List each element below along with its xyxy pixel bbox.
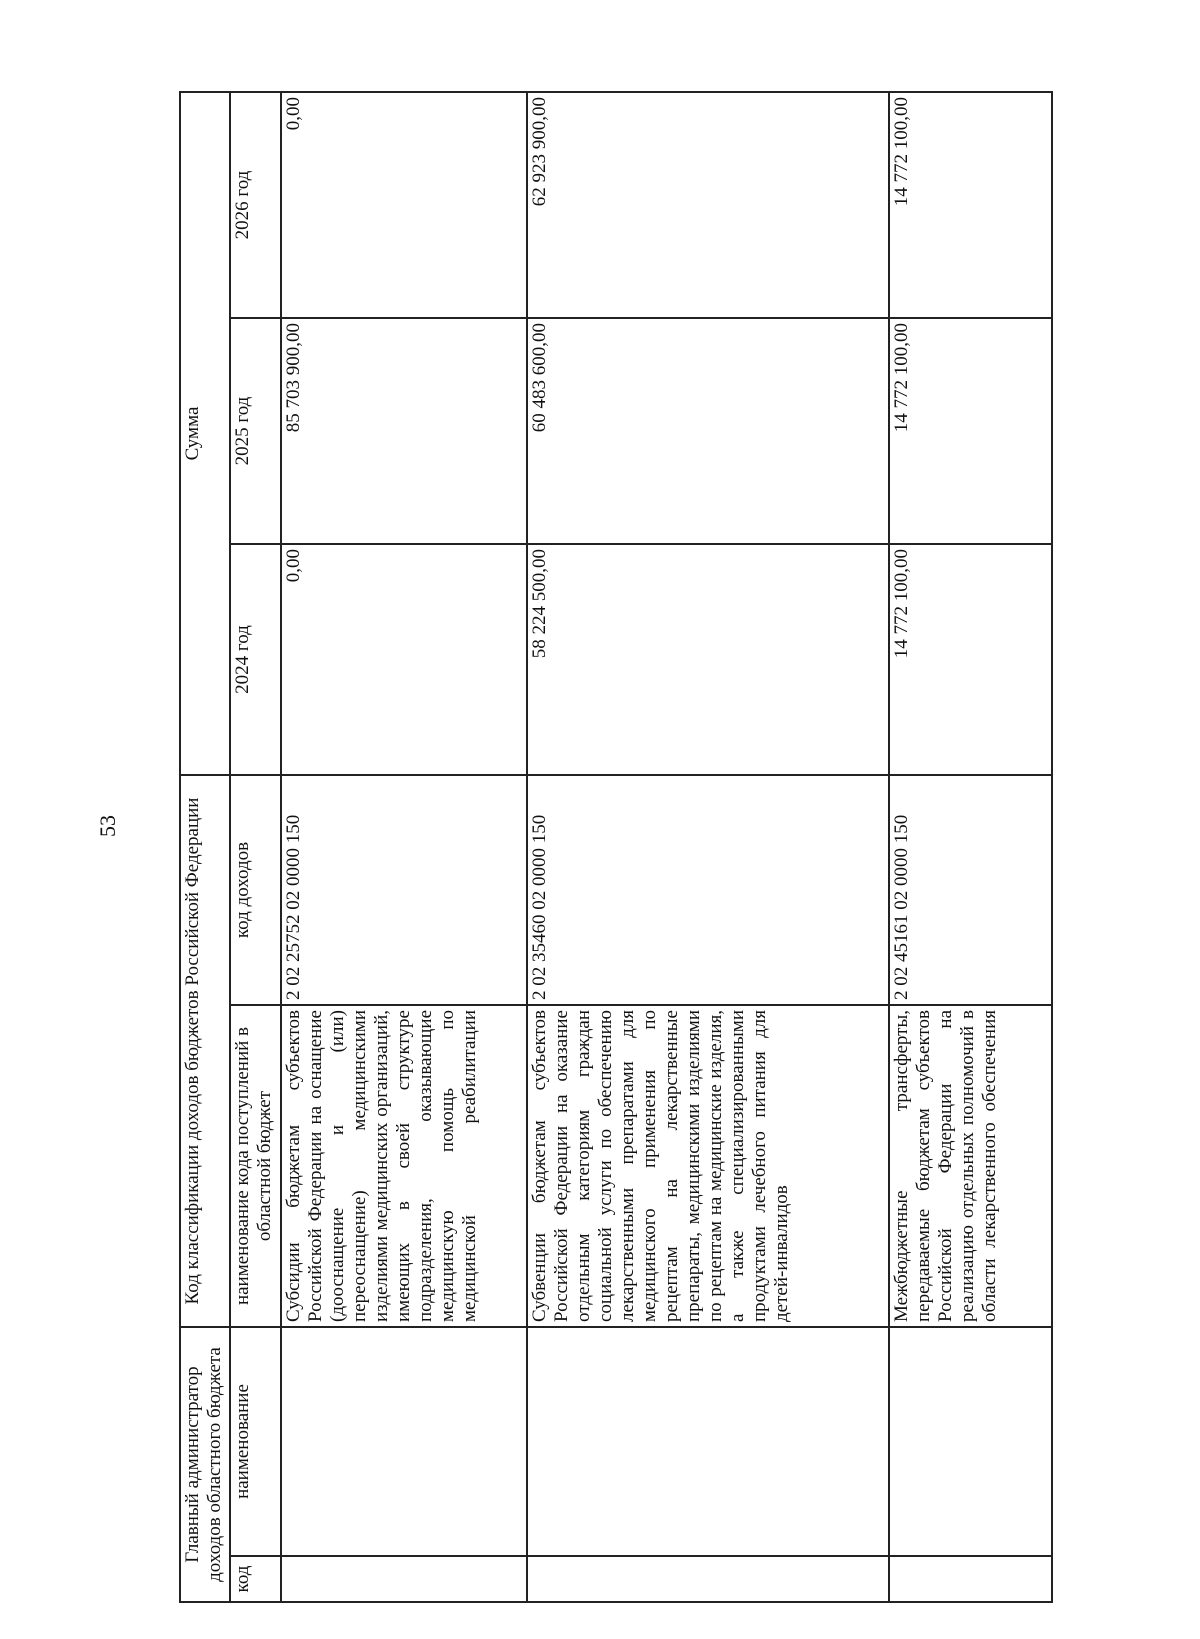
revenue-table xyxy=(179,91,1053,1603)
row-amount-2024: 0,00 xyxy=(281,544,528,775)
row-description: Межбюджетные трансферты, передаваемые бюджетам субъектов Российской Федерации на реализацию отдельных полномочий в области лекарственного обеспечения xyxy=(889,1005,1052,1327)
row-amount-2025: 14 772 100,00 xyxy=(889,318,1052,544)
row-income-code: 2 02 25752 02 0000 150 xyxy=(281,775,528,1005)
header-admin-code: код xyxy=(230,1556,280,1602)
header-income-code: код доходов xyxy=(230,775,280,1005)
rotated-table-container xyxy=(179,93,1053,1603)
row-amount-2026: 14 772 100,00 xyxy=(889,92,1052,318)
header-classification-group: Код классификации доходов бюджетов Российской Федерации xyxy=(180,775,230,1327)
row-admin-code xyxy=(527,1556,889,1602)
header-row-1 xyxy=(180,92,230,1602)
table-row xyxy=(281,92,528,1602)
header-row-2 xyxy=(230,92,280,1602)
row-income-code: 2 02 45161 02 0000 150 xyxy=(889,775,1052,1005)
header-income-name: наименование кода поступлений в областной бюджет xyxy=(230,1005,280,1327)
row-description: Субвенции бюджетам субъектов Российской Федерации на оказание отдельным категориям граждан социальной услуги по обеспечению лекарственными препаратами для медицинского применения по рецептам на лекарственные препараты, медицинскими изделиями по рецептам на медицинские изделия, а также специализированными продуктами лечебного питания для детей-инвалидов xyxy=(527,1005,889,1327)
row-admin-code xyxy=(889,1556,1052,1602)
header-sum-group: Сумма xyxy=(180,92,230,775)
header-admin-name: наименование xyxy=(230,1327,280,1556)
row-amount-2026: 0,00 xyxy=(281,92,528,318)
row-amount-2026: 62 923 900,00 xyxy=(527,92,889,318)
row-income-code: 2 02 35460 02 0000 150 xyxy=(527,775,889,1005)
header-year-2025: 2025 год xyxy=(230,318,280,544)
table-row xyxy=(889,92,1052,1602)
row-amount-2025: 60 483 600,00 xyxy=(527,318,889,544)
header-admin-group: Главный администратор доходов областного бюджета xyxy=(180,1327,230,1602)
row-amount-2024: 14 772 100,00 xyxy=(889,544,1052,775)
row-description: Субсидии бюджетам субъектов Российской Федерации на оснащение (дооснащение и (или) переоснащение) медицинскими изделиями медицинских организаций, имеющих в своей структуре подразделения, оказывающие медицинскую помощь по медицинской реабилитации xyxy=(281,1005,528,1327)
header-year-2026: 2026 год xyxy=(230,92,280,318)
row-admin-name xyxy=(281,1327,528,1556)
page-number: 53 xyxy=(95,815,120,837)
row-admin-code xyxy=(281,1556,528,1602)
row-admin-name xyxy=(527,1327,889,1556)
row-amount-2025: 85 703 900,00 xyxy=(281,318,528,544)
header-year-2024: 2024 год xyxy=(230,544,280,775)
row-amount-2024: 58 224 500,00 xyxy=(527,544,889,775)
row-admin-name xyxy=(889,1327,1052,1556)
table-row xyxy=(527,92,889,1602)
